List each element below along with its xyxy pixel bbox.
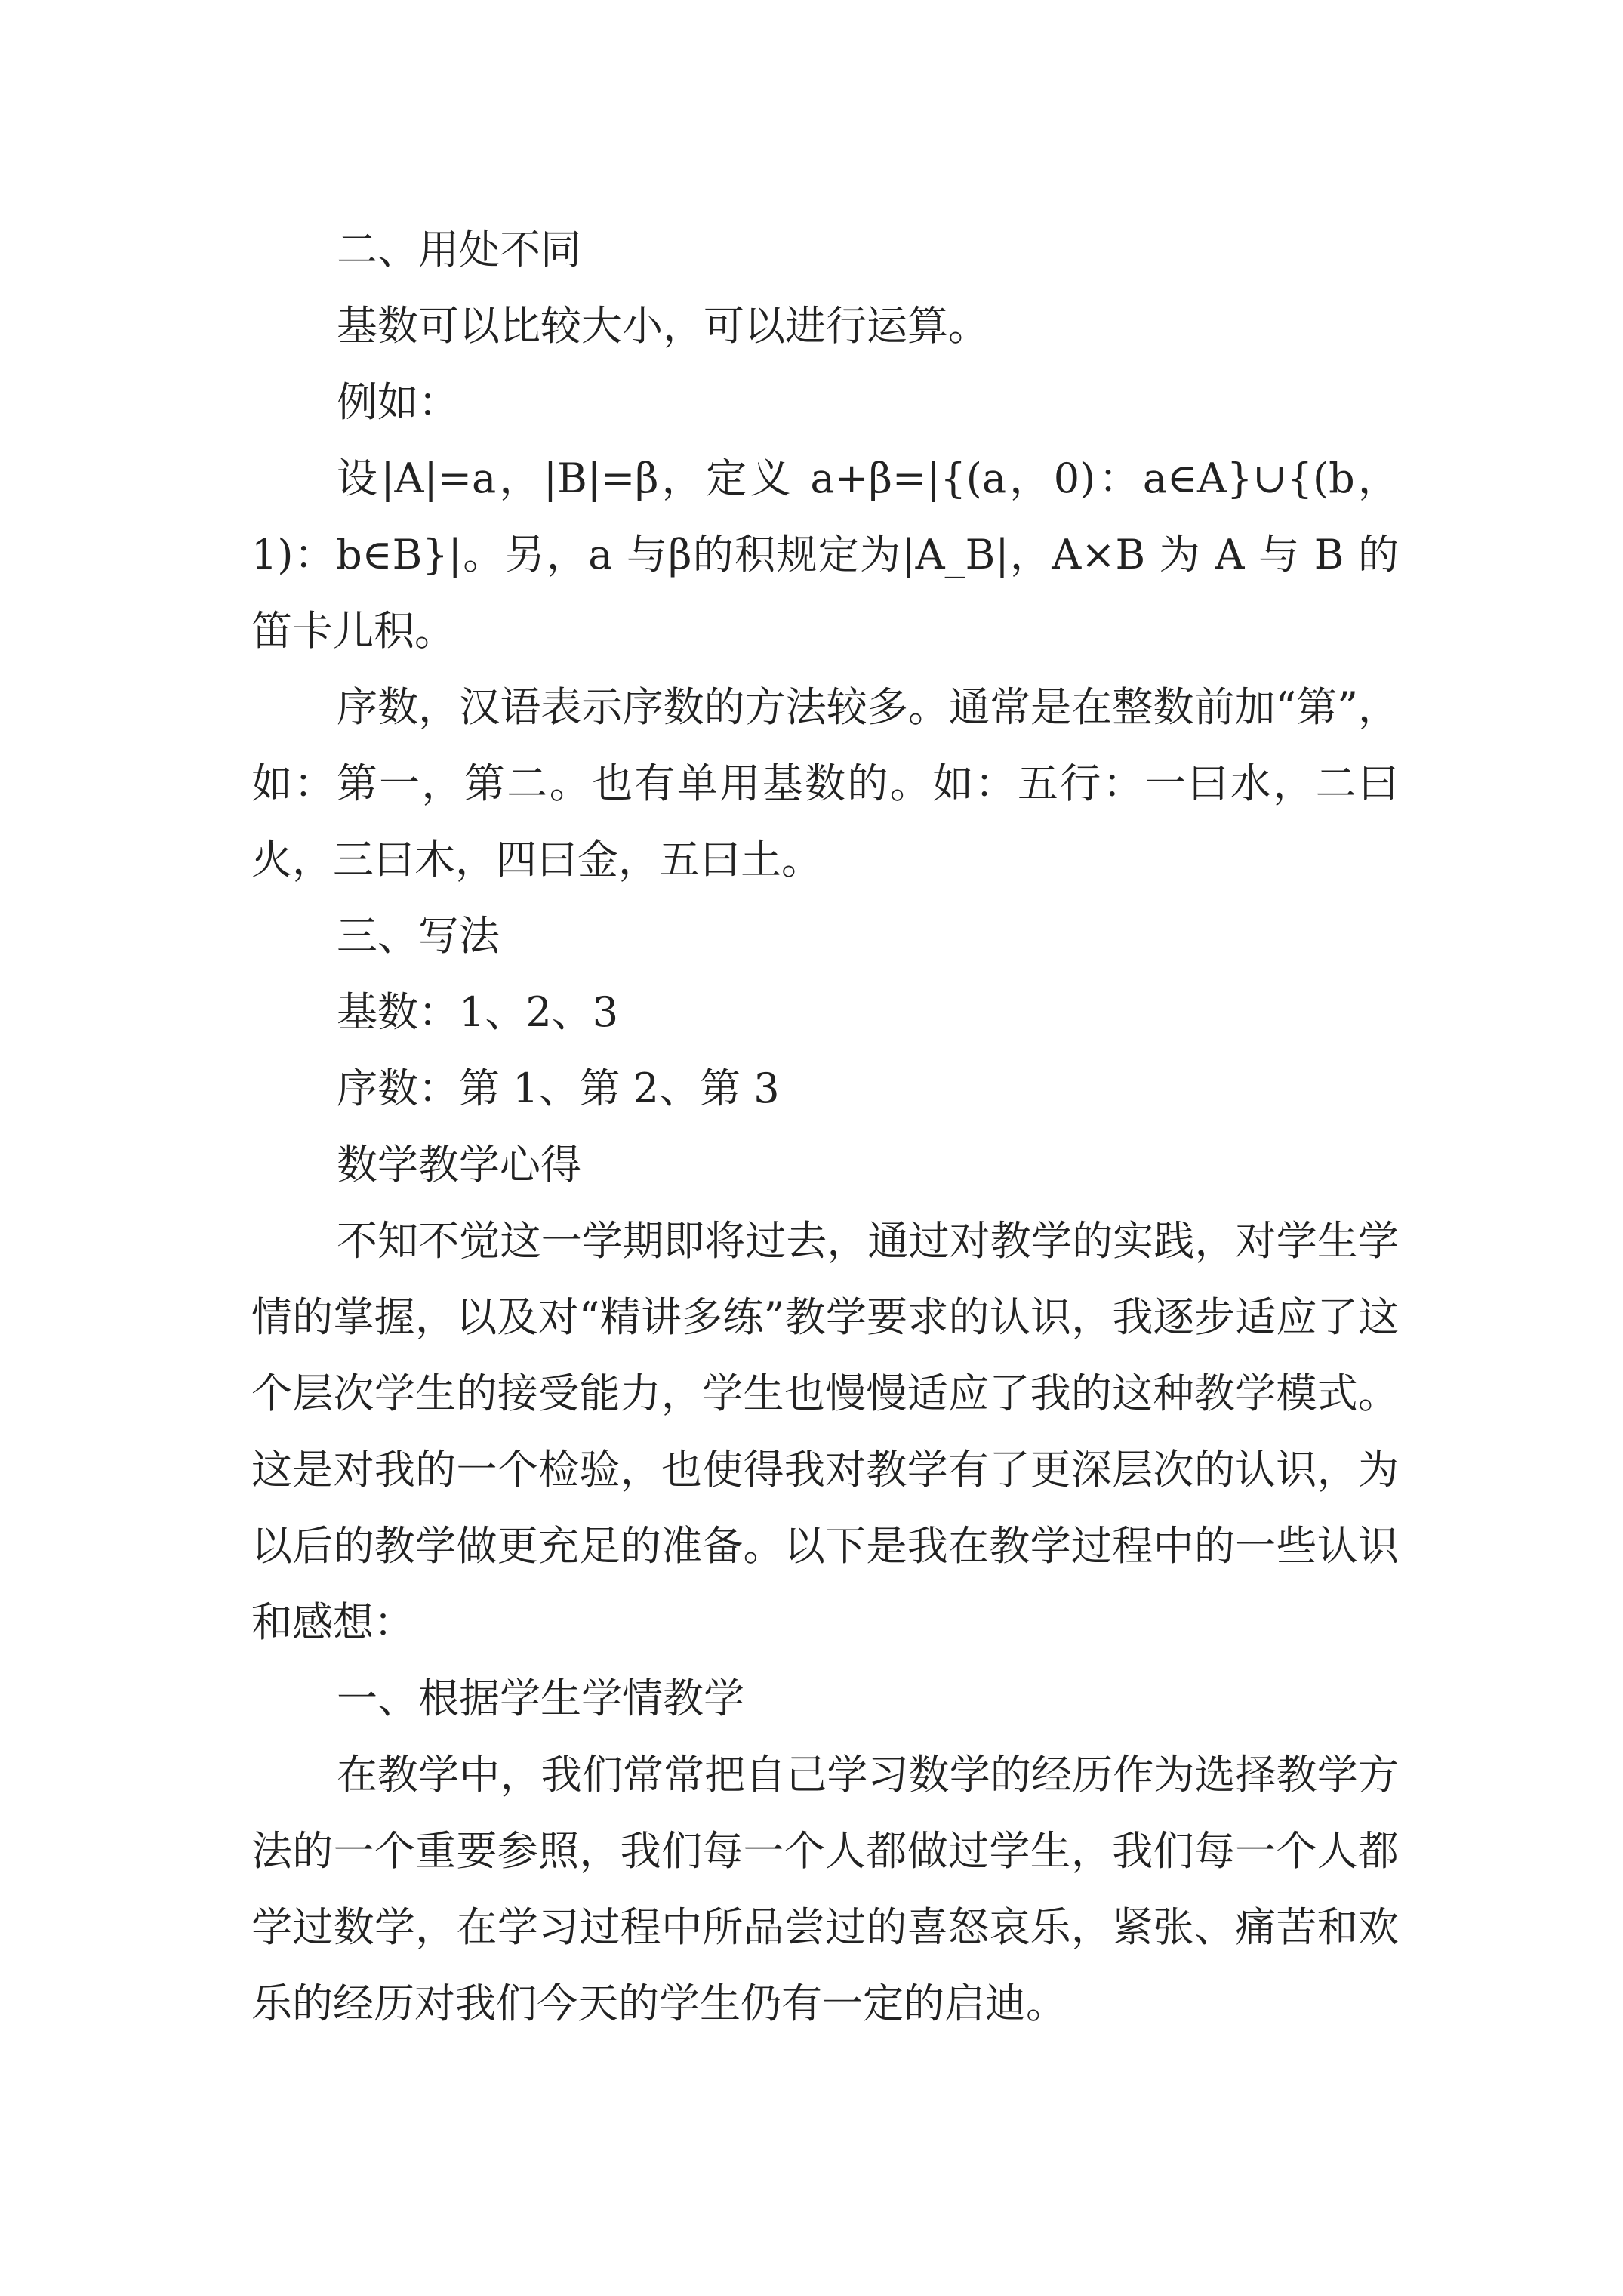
paragraph-teaching-experience: 在教学中，我们常常把自己学习数学的经历作为选择教学方法的一个重要参照，我们每一个人都做过学生，我们每一个人都学过数学，在学习过程中所品尝过的喜怒哀乐，紧张、痛苦和欢乐的经历对我们今天的学生仍有一定的启迪。 (251, 1751, 1399, 2027)
paragraph-intro: 不知不觉这一学期即将过去，通过对教学的实践，对学生学情的掌握，以及对“精讲多练”教学要求的认识，我逐步适应了这个层次学生的接受能力，学生也慢慢适应了我的这种教学模式。这是对我的一个检验，也使得我对教学有了更深层次的认识，为以后的教学做更充足的准备。以下是我在教学过程中的一些认识和感想： (251, 1217, 1399, 1646)
section-heading-student-teaching: 一、根据学生学情教学 (337, 1675, 744, 1722)
paragraph-cardinal-writing: 基数：1、2、3 (337, 988, 619, 1036)
paragraph-ordinal-chinese: 序数，汉语表示序数的方法较多。通常是在整数前加“第”，如：第一，第二。也有单用基数的。如：五行：一曰水，二曰火，三曰木，四曰金，五曰土。 (251, 683, 1399, 883)
article-title: 数学教学心得 (337, 1141, 581, 1188)
paragraph-cardinal-definition: 设|A|=a，|B|=β，定义 a+β=|{(a，0)：a∈A}∪{(b，1)：b∈B}|。另，a 与β的积规定为|A_B|，A×B 为 A 与 B 的笛卡儿积。 (251, 455, 1399, 655)
section-heading-writing: 三、写法 (337, 912, 500, 960)
paragraph-ordinal-writing: 序数：第 1、第 2、第 3 (337, 1065, 780, 1112)
document-body (251, 211, 1399, 2042)
section-heading-usage: 二、用处不同 (337, 226, 581, 273)
paragraph-cardinal-compare: 基数可以比较大小，可以进行运算。 (337, 302, 989, 350)
paragraph-example-label: 例如： (337, 378, 459, 426)
